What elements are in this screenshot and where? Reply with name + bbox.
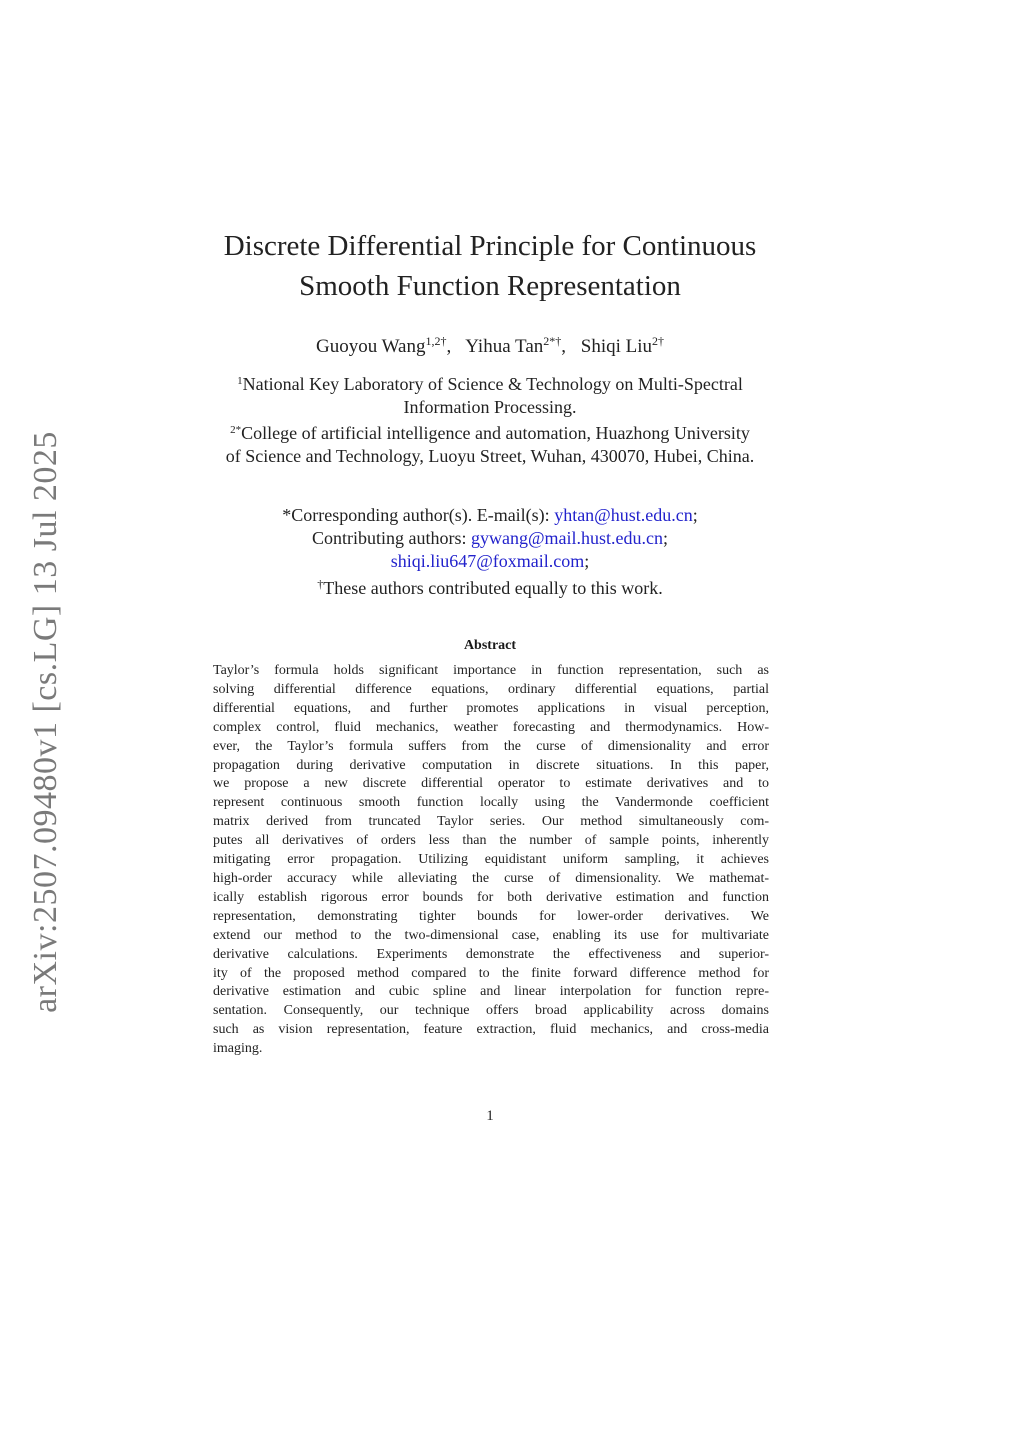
- abstract-body: [213, 662, 769, 1059]
- contact-info: [190, 504, 790, 600]
- affiliation-mark: 2*: [230, 424, 242, 436]
- affiliation-2-cont: of Science and Technology, Luoyu Street, Wuhan, 430070, Hubei, China.: [225, 446, 755, 466]
- abstract-line: sentation. Consequently, our technique offers broad applicability across domains: [213, 1003, 769, 1019]
- equal-contribution-text: These authors contributed equally to this work.: [323, 578, 663, 598]
- abstract-line: ever, the Taylor’s formula suffers from the curse of dimensionality and error: [213, 738, 769, 754]
- corresponding-email-link[interactable]: yhtan@hust.edu.cn: [554, 505, 693, 525]
- abstract-line: such as vision representation, feature extraction, fluid mechanics, and cross-media: [213, 1022, 769, 1038]
- abstract-line: complex control, fluid mechanics, weather forecasting and thermodynamics. How-: [213, 719, 769, 735]
- affiliation-text: College of artificial intelligence and automation, Huazhong University: [241, 423, 750, 443]
- abstract-line: representation, demonstrating tighter bounds for lower-order derivatives. We: [213, 908, 769, 924]
- abstract-line: ically establish rigorous error bounds for both derivative estimation and function: [213, 889, 769, 905]
- abstract-line: derivative calculations. Experiments demonstrate the effectiveness and superior-: [213, 946, 769, 962]
- arxiv-identifier-stamp: arXiv:2507.09480v1 [cs.LG] 13 Jul 2025: [27, 431, 64, 1013]
- paper-title: [190, 226, 790, 306]
- affiliation-1-cont: Information Processing.: [403, 397, 577, 417]
- abstract-line: derivative estimation and cubic spline and linear interpolation for function repre-: [213, 984, 769, 1000]
- page-number: 1: [486, 1108, 494, 1124]
- abstract-line: high-order accuracy while alleviating the curse of dimensionality. We mathemat-: [213, 870, 769, 886]
- author-name: Yihua Tan: [465, 336, 544, 357]
- affiliation-1: [180, 370, 800, 396]
- abstract-line: putes all derivatives of orders less than the number of sample points, inherently: [213, 833, 769, 849]
- abstract-line: Taylor’s formula holds significant importance in function representation, such as: [213, 663, 769, 678]
- abstract-line: imaging.: [213, 1041, 263, 1057]
- abstract-line: matrix derived from truncated Taylor series. Our method simultaneously com-: [213, 814, 769, 830]
- abstract-line: ity of the proposed method compared to the finite forward difference method for: [213, 965, 769, 981]
- abstract-line: solving differential difference equations, ordinary differential equations, partial: [213, 681, 769, 697]
- contributing-label: Contributing authors:: [311, 528, 467, 548]
- contributing-email-link-1[interactable]: gywang@mail.hust.edu.cn: [470, 528, 664, 548]
- affiliation-text: National Key Laboratory of Science & Technology on Multi-Spectral: [242, 374, 743, 394]
- author-list: Guoyou Wang$^{1,2\dagger}$, Yihua Tan$^{2*\dagger}$, Shiqi Liu$^{2\dagger}$: [315, 334, 665, 357]
- abstract-line: mitigating error propagation. Utilizing equidistant uniform sampling, it achieves: [213, 852, 769, 868]
- title-line-1: Discrete Differential Principle for Continuous: [223, 230, 757, 262]
- dagger-mark: †: [317, 577, 324, 591]
- corresponding-label: *Corresponding author(s). E-mail(s):: [282, 505, 550, 525]
- affiliations: [180, 370, 800, 468]
- title-line-2: Smooth Function Representation: [299, 270, 681, 302]
- corresponding-author-line: *Corresponding author(s). E-mail(s): yhtan@hust.edu.cn;: [282, 505, 698, 525]
- author-affiliation-mark: 1,2†: [425, 334, 447, 348]
- author-name: Guoyou Wang: [315, 336, 426, 357]
- affiliation-mark: 1: [237, 375, 243, 387]
- abstract-line: represent continuous smooth function locally using the Vandermonde coefficient: [213, 795, 769, 811]
- author-affiliation-mark: 2†: [652, 334, 665, 348]
- contributing-authors-line-2: shiqi.liu647@foxmail.com;: [390, 551, 590, 571]
- contributing-authors-line: Contributing authors: gywang@mail.hust.edu.cn;: [311, 528, 669, 548]
- contributing-email-link-2[interactable]: shiqi.liu647@foxmail.com: [390, 551, 585, 571]
- author-affiliation-mark: 2*†: [543, 334, 562, 348]
- abstract-line: we propose a new discrete differential operator to estimate derivatives and to: [213, 776, 769, 792]
- abstract-heading: Abstract: [463, 638, 517, 653]
- equal-contribution-note: [190, 573, 790, 600]
- author-name: Shiqi Liu: [580, 336, 653, 357]
- abstract-line: propagation during derivative computation in discrete situations. In this paper,: [213, 757, 769, 773]
- affiliation-2: [180, 419, 800, 445]
- abstract-line: extend our method to the two-dimensional case, enabling its use for multivariate: [213, 927, 769, 943]
- abstract-line: differential equations, and further promotes applications in visual perception,: [213, 700, 769, 716]
